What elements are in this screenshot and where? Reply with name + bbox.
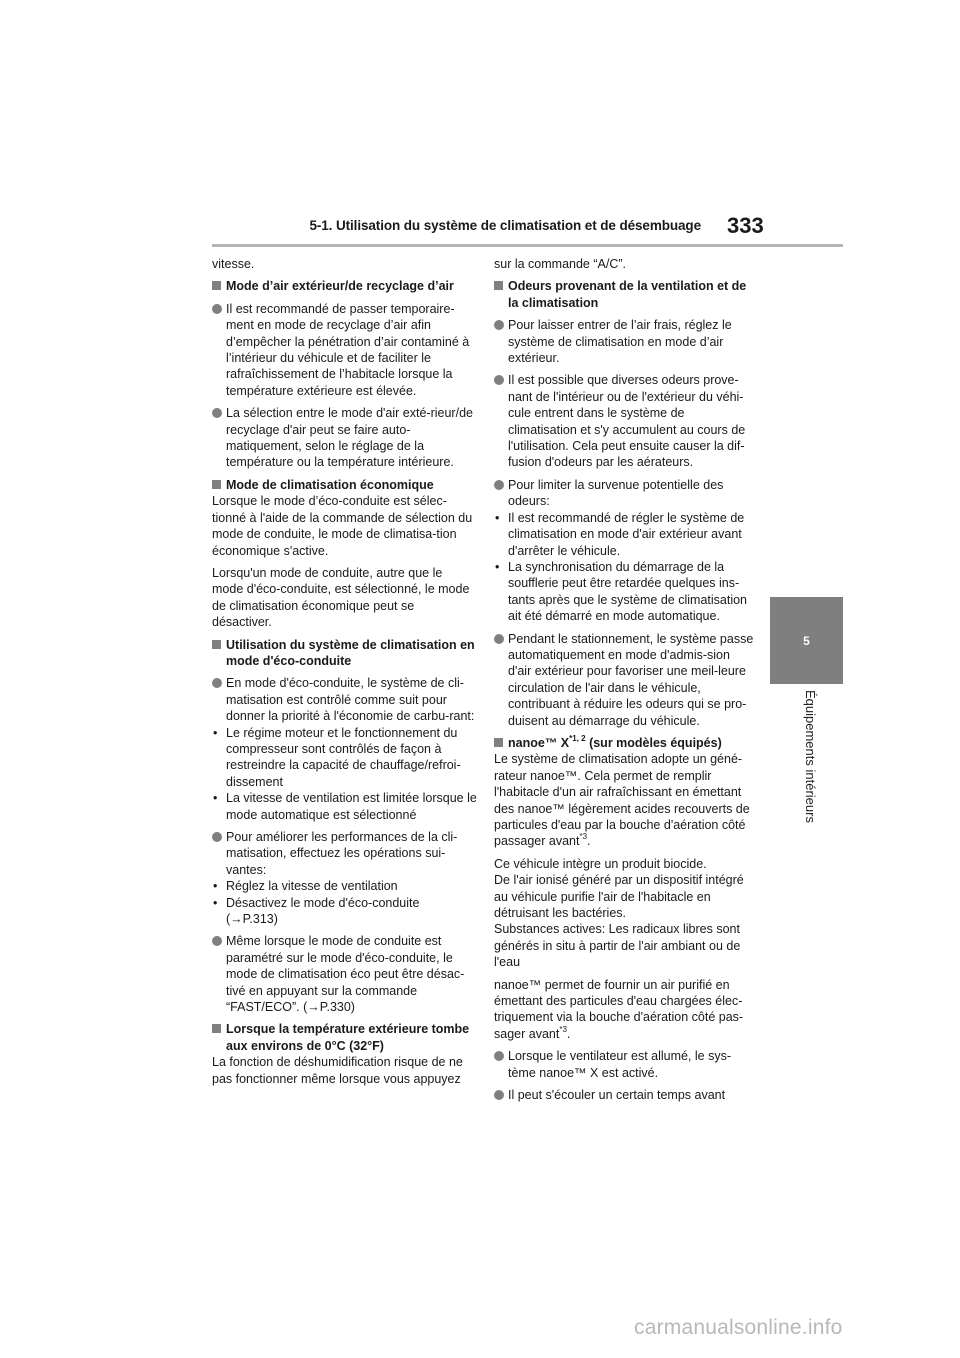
bullet-item: Lorsque le ventilateur est allumé, le sys-tème nanoe™ X est activé. xyxy=(494,1048,756,1081)
bullet-item: Il est possible que diverses odeurs prove-nant de l'intérieur ou de l'extérieur du véhi-cule entrent dans le système de climatisation et s'y accumulent au cours de l'utilisation. Cela peut ensuite causer la dif-fusion d'odeurs par les aérateurs. xyxy=(494,372,756,470)
square-bullet-icon xyxy=(212,281,221,290)
bullet-item: En mode d'éco-conduite, le système de cli-matisation est contrôlé comme suit pour donner la priorité à l'économie de carbu-rant: xyxy=(212,675,477,724)
square-bullet-icon xyxy=(212,480,221,489)
page-reference[interactable]: (→P.313) xyxy=(226,912,278,927)
round-bullet-icon xyxy=(494,320,504,330)
section-heading: Lorsque la température extérieure tombe aux environs de 0°C (32°F) xyxy=(212,1021,477,1054)
paragraph: Lorsqu'un mode de conduite, autre que le mode d'éco-conduite, est sélectionné, le mode de climatisation économique peut se désactiver. xyxy=(212,565,470,630)
round-bullet-icon xyxy=(212,678,222,688)
bullet-item: Même lorsque le mode de conduite est paramétré sur le mode d'éco-conduite, le mode de climatisation éco peut être désac-tivé en appuyant sur la commande “FAST/ECO”. (→P.330) xyxy=(212,933,477,1015)
paragraph: La fonction de déshumidification risque de ne pas fonctionner même lorsque vous appuyez xyxy=(212,1055,463,1086)
section-header-title: 5-1. Utilisation du système de climatisation et de désembuage xyxy=(309,218,701,233)
square-bullet-icon xyxy=(212,640,221,649)
bullet-item: Pour limiter la survenue potentielle des odeurs: xyxy=(494,477,756,510)
chapter-number: 5 xyxy=(803,633,810,648)
round-bullet-icon xyxy=(212,936,222,946)
round-bullet-icon xyxy=(494,634,504,644)
chapter-title: Équipements intérieurs xyxy=(803,690,818,823)
bullet-item: Il peut s'écouler un certain temps avant xyxy=(494,1087,756,1103)
paragraph: vitesse. xyxy=(212,257,255,271)
right-column xyxy=(494,256,756,1104)
round-bullet-icon xyxy=(212,832,222,842)
bullet-item: Il est recommandé de passer temporaire-ment en mode de recyclage d’air afin d’empêcher la pénétration d’air contaminé à l’intérieur du véhicule et de faciliter le rafraîchissement de l’habitacle lorsque la température extérieure est élevée. xyxy=(212,301,477,399)
sub-list-item: • La synchronisation du démarrage de la soufflerie peut être retardée quelques ins-tants après que le système de climatisation ait été démarré en mode automatique. xyxy=(495,559,748,624)
sub-list-item: • Le régime moteur et le fonctionnement du compresseur sont contrôlés de façon à restreindre la capacité de chauffage/refroi-dissement xyxy=(213,725,461,789)
section-heading: Odeurs provenant de la ventilation et de la climatisation xyxy=(494,278,756,311)
bullet-item: Pour laisser entrer de l’air frais, réglez le système de climatisation en mode d’air extérieur. xyxy=(494,317,756,366)
round-bullet-icon xyxy=(212,304,222,314)
header-divider xyxy=(212,244,843,247)
sub-list-item: • Désactivez le mode d'éco-conduite xyxy=(213,895,420,910)
site-watermark[interactable]: carmanualsonline.info xyxy=(634,1316,843,1339)
round-bullet-icon xyxy=(212,408,222,418)
section-heading: Utilisation du système de climatisation en mode d'éco-conduite xyxy=(212,637,477,670)
bullet-item: La sélection entre le mode d'air exté-rieur/de recyclage d'air peut se faire auto-matiquement, selon le réglage de la température ou la température intérieure. xyxy=(212,405,477,471)
left-column xyxy=(212,256,477,1087)
paragraph: nanoe™ permet de fournir un air purifié en émettant des particules d'eau chargées élec-triquement via la bouche d'aération côté pas-sager avant$^{*3}$. xyxy=(494,977,744,1041)
paragraph: sur la commande “A/C”. xyxy=(494,257,626,271)
section-heading: Mode de climatisation économique xyxy=(212,477,477,493)
paragraph: De l'air ionisé généré par un dispositif intégré au véhicule purifie l'air de l'habitacle en détruisant les bactéries. xyxy=(494,873,744,921)
round-bullet-icon xyxy=(494,375,504,385)
bullet-item: Pendant le stationnement, le système passe automatiquement en mode d'admis-sion d'air extérieur pour favoriser une meil-leure circulation de l'air dans le véhicule, contribuant à réduire les odeurs qui se pro-duisent au démarrage du véhicule. xyxy=(494,631,756,729)
page-number: 333 xyxy=(727,213,764,238)
paragraph: Ce véhicule intègre un produit biocide. xyxy=(494,856,707,871)
sub-list-item: • La vitesse de ventilation est limitée lorsque le mode automatique est sélectionné xyxy=(213,791,477,822)
section-heading: nanoe™ X$^{*1, 2}$ (sur modèles équipés) xyxy=(494,735,756,751)
sub-list-item: • Il est recommandé de régler le système de climatisation en mode d'air extérieur avant d'arrêter le véhicule. xyxy=(495,510,745,558)
square-bullet-icon xyxy=(494,738,503,747)
paragraph: Substances actives: Les radicaux libres sont générés in situ à partir de l'air ambiant ou de l'eau xyxy=(494,922,741,970)
sub-list-item: • Réglez la vitesse de ventilation xyxy=(213,879,398,894)
paragraph: Le système de climatisation adopte un géné-rateur nanoe™. Cela permet de remplir l'habitacle d'un air rafraîchissant en émettant des nanoe™ légèrement acides recouverts de particules d'eau par la bouche d'aération côté passager avant$^{*3}$. xyxy=(494,752,750,849)
square-bullet-icon xyxy=(212,1024,221,1033)
round-bullet-icon xyxy=(494,1090,504,1100)
section-heading: Mode d’air extérieur/de recyclage d’air xyxy=(212,278,477,294)
round-bullet-icon xyxy=(494,480,504,490)
paragraph: Lorsque le mode d’éco-conduite est sélec-tionné à l'aide de la commande de sélection du mode de conduite, le mode de climatisa-tion économique s'active. xyxy=(212,494,473,558)
square-bullet-icon xyxy=(494,281,503,290)
round-bullet-icon xyxy=(494,1051,504,1061)
chapter-tab[interactable] xyxy=(770,597,843,684)
bullet-item: Pour améliorer les performances de la cli-matisation, effectuez les opérations sui-vantes: xyxy=(212,829,477,878)
